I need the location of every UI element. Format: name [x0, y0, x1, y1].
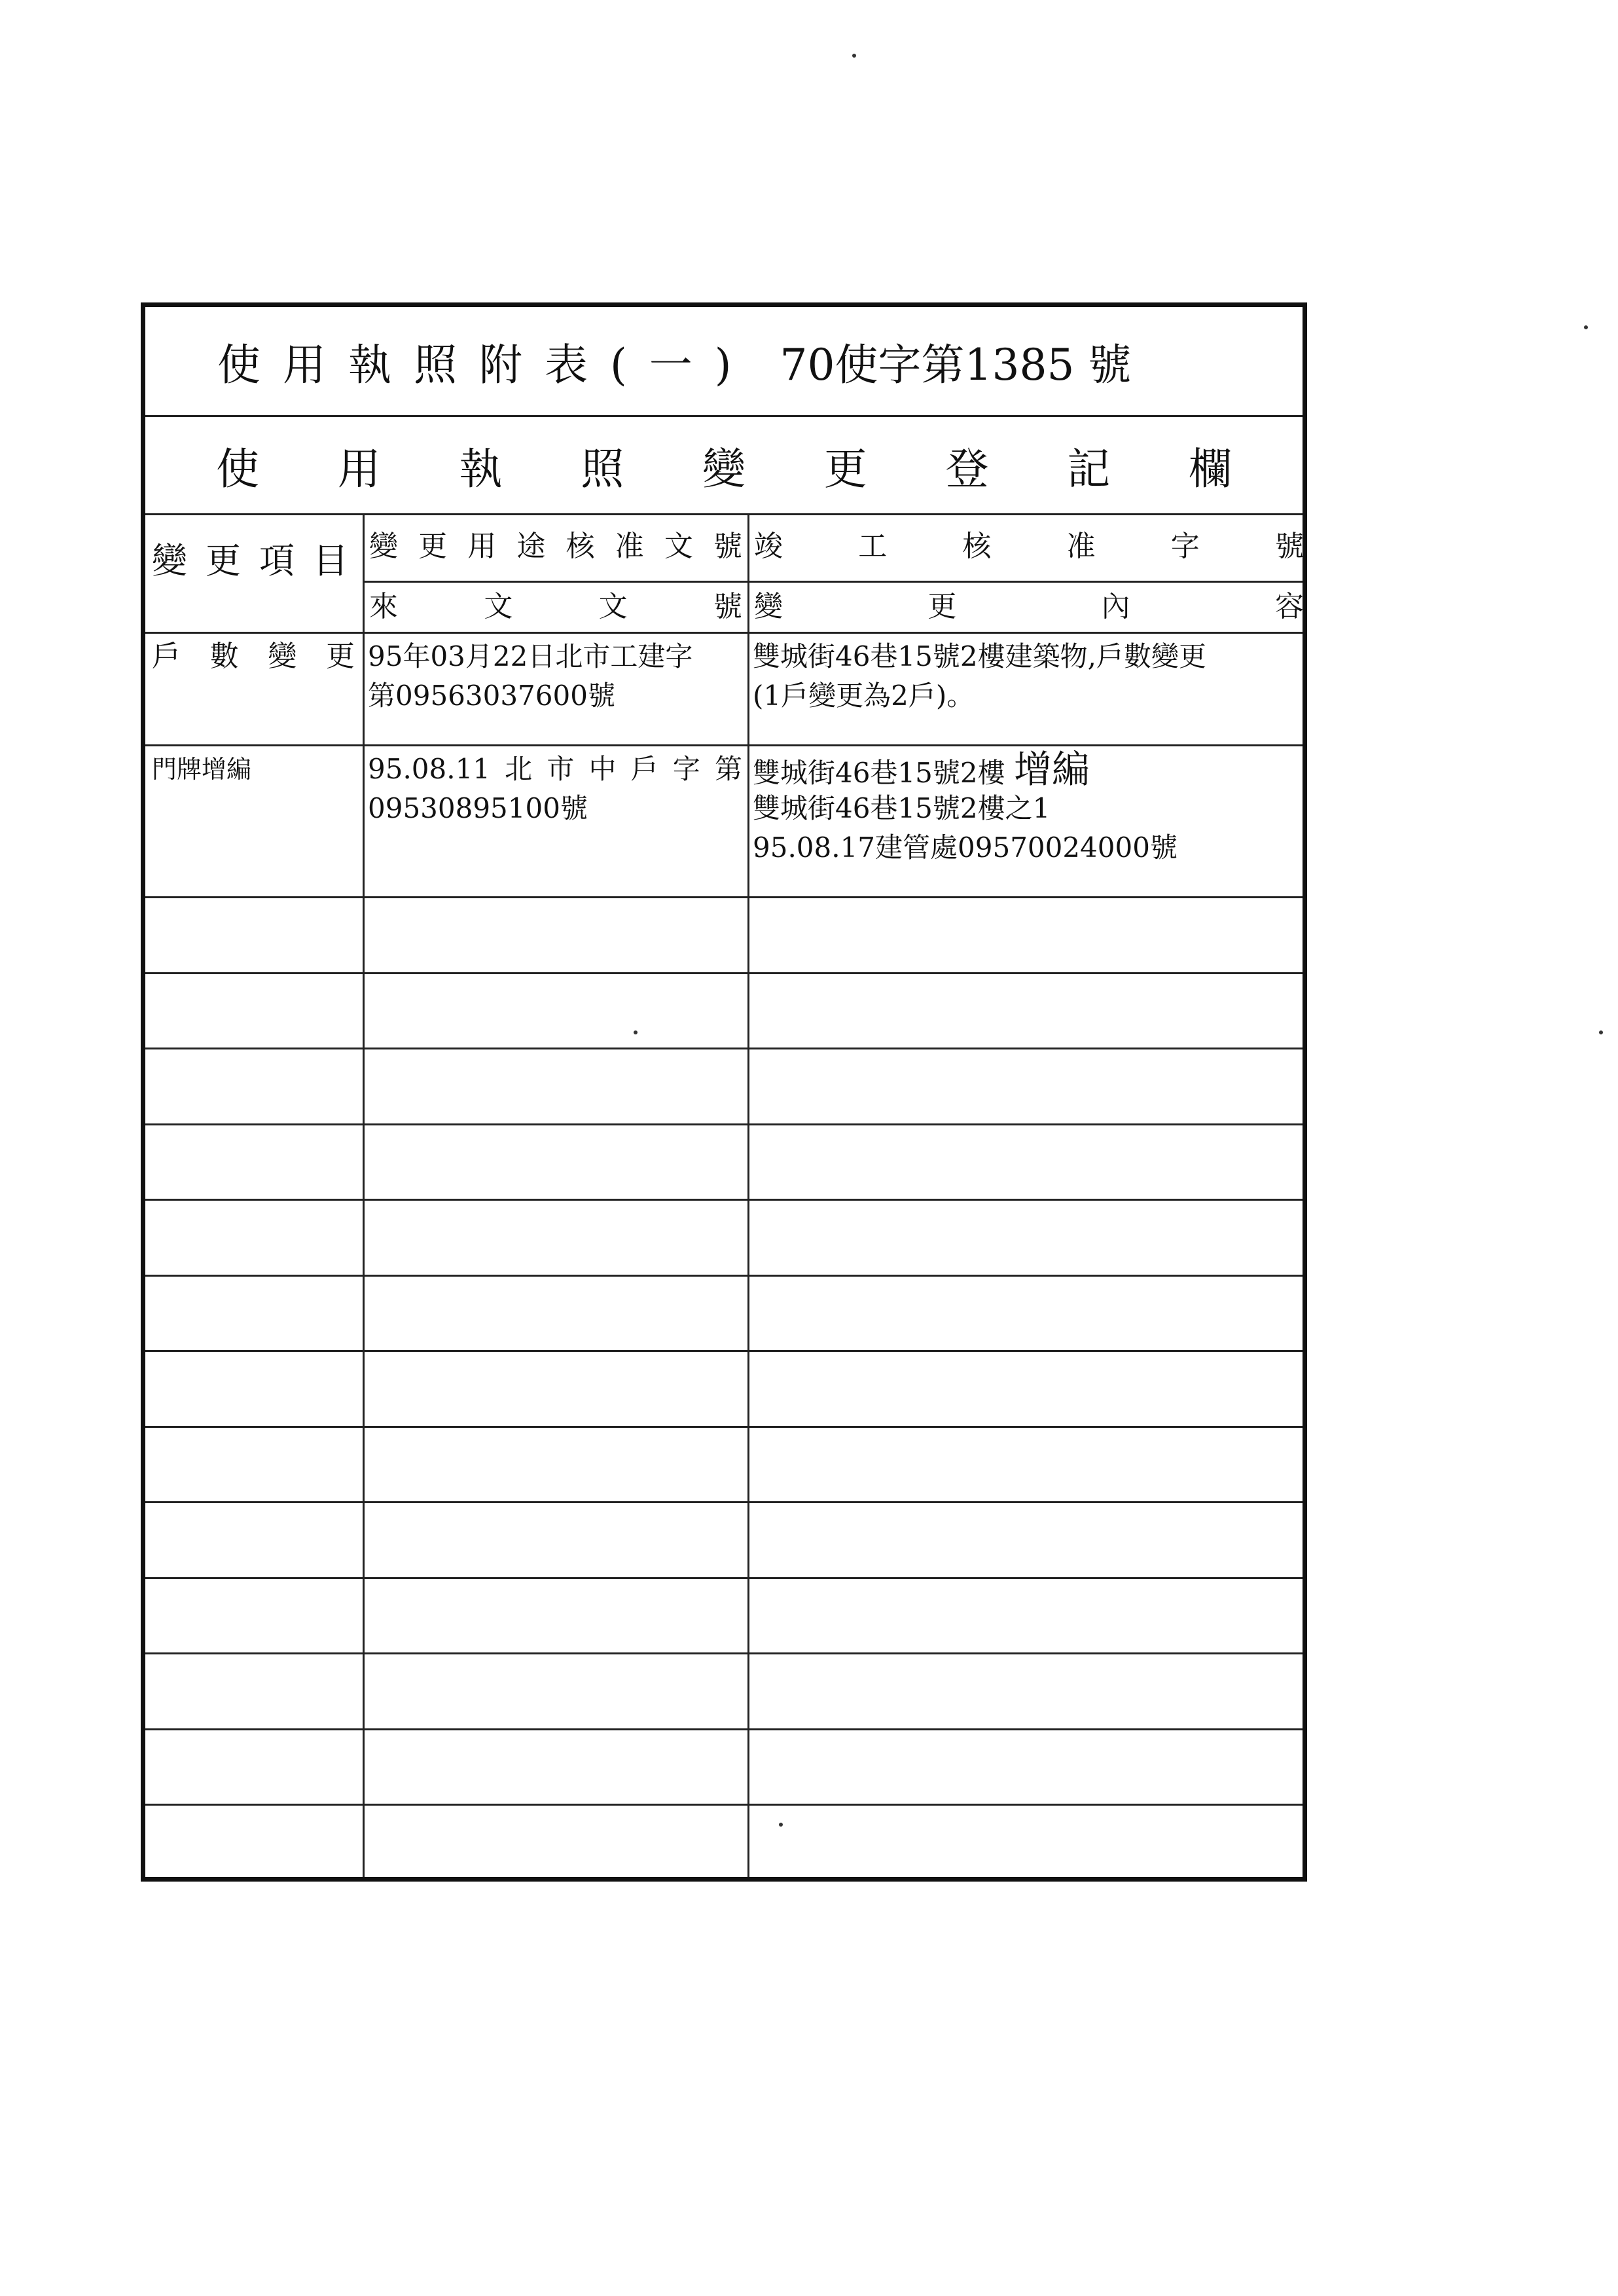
item-column-header: 變 更 項 目	[152, 540, 348, 581]
subtitle-char: 記	[1067, 444, 1111, 494]
row-divider	[145, 1501, 1303, 1503]
row1-item: 戶 數 變 更	[152, 640, 355, 673]
content-column-header: 變 更 內 容	[754, 590, 1304, 623]
subtitle-char: 用	[337, 444, 381, 494]
row2-approval-line1: 95.08.11 北 市 中 戶 字 第	[368, 753, 742, 785]
row-divider	[145, 1426, 1303, 1428]
row-divider	[145, 632, 1303, 634]
completion-column-header: 竣 工 核 准 字 號	[754, 530, 1304, 563]
row1-approval-line2: 第09563037600號	[368, 680, 615, 712]
column-divider	[747, 515, 749, 1877]
column-divider	[363, 515, 365, 1877]
form-subtitle	[145, 417, 1303, 515]
subtitle-char: 照	[581, 444, 624, 494]
row-divider	[145, 896, 1303, 898]
subtitle-char: 更	[823, 444, 867, 494]
subtitle-char: 使	[216, 444, 259, 494]
row2-content-line2: 雙城街46巷15號2樓之1	[753, 792, 1051, 824]
row-divider	[145, 1275, 1303, 1277]
row1-approval-line1: 95年03月22日北市工建字	[368, 640, 693, 672]
permit-number: 70使字第1385 號	[780, 340, 1132, 390]
subtitle-char: 登	[945, 444, 989, 494]
row-divider	[145, 972, 1303, 974]
row2-content-line3: 95.08.17建管處09570024000號	[753, 831, 1178, 864]
subtitle-char: 欄	[1189, 444, 1232, 494]
header-divider	[363, 581, 1303, 583]
row-divider	[145, 1652, 1303, 1654]
permit-form	[141, 302, 1307, 1882]
scan-speck	[852, 54, 856, 58]
row-divider	[145, 744, 1303, 746]
row-divider	[145, 1577, 1303, 1579]
row1-content-line1: 雙城街46巷15號2樓建築物,戶數變更	[753, 640, 1206, 672]
row-divider	[145, 1199, 1303, 1201]
subtitle-char: 執	[459, 444, 503, 494]
row-divider	[145, 1804, 1303, 1806]
form-title: 使用執照附表(一)	[217, 340, 754, 390]
scan-speck	[1584, 325, 1588, 329]
source-column-header: 來 文 文 號	[369, 590, 742, 623]
row-divider	[145, 1123, 1303, 1125]
row2-content-line1: 雙城街46巷15號2樓 增編	[753, 747, 1090, 792]
row-divider	[145, 1048, 1303, 1049]
row-divider	[145, 1350, 1303, 1352]
scan-speck	[1599, 1030, 1603, 1034]
form-title-row	[145, 307, 1303, 417]
approval-column-header: 變 更 用 途 核 准 文 號	[369, 530, 742, 563]
row-divider	[145, 1728, 1303, 1730]
scan-speck	[779, 1823, 783, 1827]
row2-item: 門牌增編	[152, 755, 252, 784]
scan-speck	[634, 1030, 638, 1034]
row2-approval-line2: 09530895100號	[368, 792, 588, 824]
row1-content-line2: (1戶變更為2戶)。	[753, 680, 975, 712]
subtitle-char: 變	[702, 444, 746, 494]
stamp-added: 增編	[1013, 747, 1090, 792]
